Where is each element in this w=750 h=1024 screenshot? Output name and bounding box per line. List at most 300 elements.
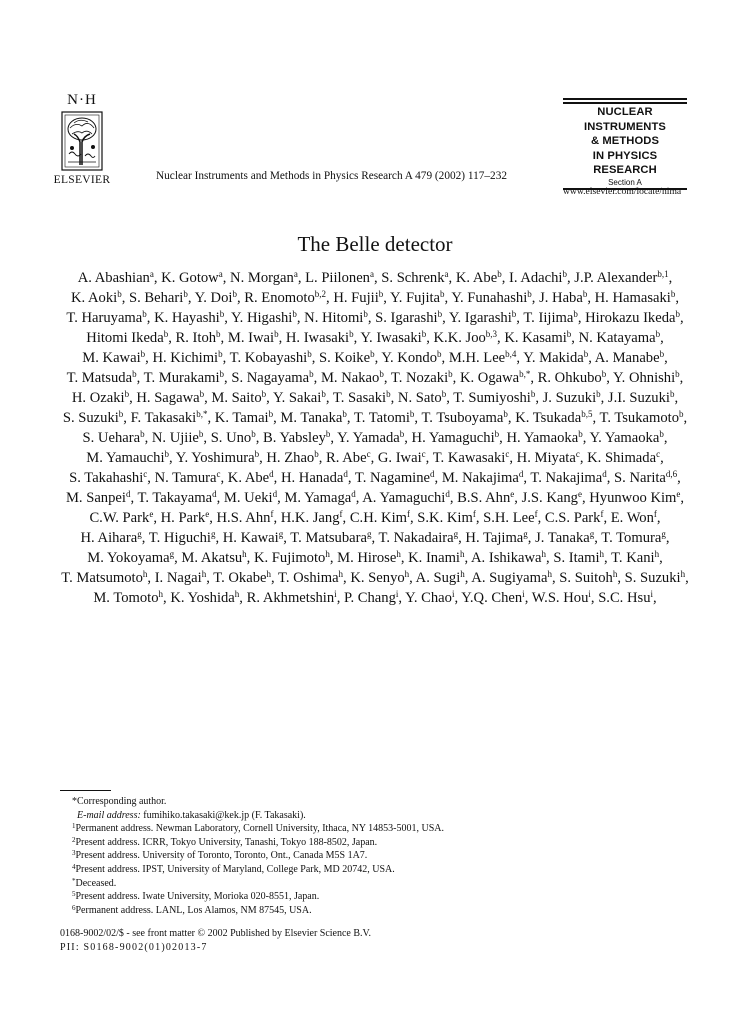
author-affiliation-mark: b bbox=[292, 309, 297, 319]
author-name-text: T. Tsuboyama bbox=[421, 410, 504, 426]
author-name bbox=[579, 330, 661, 346]
author-name bbox=[613, 370, 680, 386]
journal-logo-top-rule bbox=[563, 98, 687, 100]
author-affiliation-mark: b bbox=[659, 429, 664, 439]
author-name-text: C.H. Kim bbox=[349, 510, 407, 526]
author-name-text: S. Suitoh bbox=[559, 570, 613, 586]
author-name-text: K. Ogawa bbox=[459, 370, 520, 386]
author-affiliation-mark: b bbox=[142, 309, 147, 319]
author-name bbox=[230, 270, 298, 286]
author-affiliation-mark: b,4 bbox=[505, 349, 517, 359]
author-name bbox=[230, 350, 312, 366]
author-name-text: Y. Funahashi bbox=[451, 290, 528, 306]
author-name-text: H. Zhao bbox=[266, 450, 315, 466]
author-list: A. Abashian$^a$, K. Gotow$^a$, N. Morgan$^a$, L. Piilonen$^a$, S. Schrenk$^a$, K. Abe$^b$, I. Adachi$^b$, J.P. Alexander$^{b,1}$, K. Aoki$^b$, S. Behari$^b$, Y. Doi$^b$, R. Enomoto$^{b,2}$, H. Fujii$^b$, Y. Fujita$^b$, Y. Funahashi$^b$, J. Haba$^b$, H. Hamasaki$^b$, T. Haruyama$^b$, K. Hayashi$^b$, Y. Higashi$^b$, N. Hitomi$^b$, S. Igarashi$^b$, Y. Igarashi$^b$, T. Iijima$^b$, Hirokazu Ikeda$^b$, Hitomi Ikeda$^b$, R. Itoh$^b$, M. Iwai$^b$, H. Iwasaki$^b$, Y. Iwasaki$^b$, K.K. Joo$^{b,3}$, K. Kasami$^b$, N. Katayama$^b$, M. Kawai$^b$, H. Kichimi$^b$, T. Kobayashi$^b$, S. Koike$^b$, Y. Kondo$^b$, M.H. Lee$^{b,4}$, Y. Makida$^b$, A. Manabe$^b$, T. Matsuda$^b$, T. Murakami$^b$, S. Nagayama$^b$, M. Nakao$^b$, T. Nozaki$^b$, K. Ogawa$^{b,*}$, R. Ohkubo$^b$, Y. Ohnishi$^b$, H. Ozaki$^b$, H. Sagawa$^b$, M. Saito$^b$, Y. Sakai$^b$, T. Sasaki$^b$, N. Sato$^b$, T. Sumiyoshi$^b$, J. Suzuki$^b$, J.I. Suzuki$^b$, S. Suzuki$^b$, F. Takasaki$^{b,*}$, K. Tamai$^b$, M. Tanaka$^b$, T. Tatomi$^b$, T. Tsuboyama$^b$, K. Tsukada$^{b,5}$, T. Tsukamoto$^b$, S. Uehara$^b$, N. Ujiie$^b$, S. Uno$^b$, B. Yabsley$^b$, Y. Yamada$^b$, H. Yamaguchi$^b$, H. Yamaoka$^b$, Y. Yamaoka$^b$, M. Yamauchi$^b$, Y. Yoshimura$^b$, H. Zhao$^b$, R. Abe$^c$, G. Iwai$^c$, T. Kawasaki$^c$, H. Miyata$^c$, K. Shimada$^c$, S. Takahashi$^c$, N. Tamura$^c$, K. Abe$^d$, H. Hanada$^d$, T. Nagamine$^d$, M. Nakajima$^d$, T. Nakajima$^d$, S. Narita$^{d,6}$, M. Sanpei$^d$, T. Takayama$^d$, M. Ueki$^d$, M. Yamaga$^d$, A. Yamaguchi$^d$, B.S. Ahn$^e$, J.S. Kang$^e$, Hyunwoo Kim$^e$, C.W. Park$^e$, H. Park$^e$, H.S. Ahn$^f$, H.K. Jang$^f$, C.H. Kim$^f$, S.K. Kim$^f$, S.H. Lee$^f$, C.S. Park$^f$, E. Won$^f$, H. Aihara$^g$, T. Higuchi$^g$, H. Kawai$^g$, T. Matsubara$^g$, T. Nakadaira$^g$, H. Tajima$^g$, J. Tanaka$^g$, T. Tomura$^g$, M. Yokoyama$^g$, M. Akatsu$^h$, K. Fujimoto$^h$, M. Hirose$^h$, K. Inami$^h$, A. Ishikawa$^h$, S. Itami$^h$, T. Kani$^h$, T. Matsumoto$^h$, I. Nagai$^h$, T. Okabe$^h$, T. Oshima$^h$, K. Senyo$^h$, A. Sugi$^h$, A. Sugiyama$^h$, S. Suitoh$^h$, S. Suzuki$^h$, M. Tomoto$^h$, K. Yoshida$^h$, R. Akhmetshin$^i$, P. Chang$^i$, Y. Chao$^i$, Y.Q. Chen$^i$, W.S. Hou$^i$, S.C. Hsu$^i$, bbox=[61, 269, 689, 606]
author-name bbox=[442, 470, 524, 486]
author-affiliation-mark: b bbox=[342, 409, 347, 419]
author-name-text: T. Higuchi bbox=[148, 530, 211, 546]
author-name-text: T. Kani bbox=[611, 550, 655, 566]
author-name bbox=[155, 570, 207, 586]
author-name bbox=[449, 350, 517, 366]
author-name-text: Y. Yoshimura bbox=[175, 450, 255, 466]
author-name bbox=[93, 590, 163, 606]
author-name-text: M. Yamaga bbox=[284, 490, 352, 506]
author-name-text: I. Adachi bbox=[508, 270, 563, 286]
author-name-text: W.S. Hou bbox=[531, 590, 589, 606]
author-affiliation-mark: d bbox=[430, 469, 435, 479]
author-name bbox=[273, 390, 326, 406]
author-name bbox=[530, 470, 606, 486]
author-name-text: F. Takasaki bbox=[130, 410, 197, 426]
journal-logo-line-4: IN PHYSICS bbox=[592, 149, 658, 162]
author-name-text: A. Manabe bbox=[594, 350, 660, 366]
author-name-text: Y. Iwasaki bbox=[360, 330, 422, 346]
author-name bbox=[381, 270, 448, 286]
author-name bbox=[305, 270, 374, 286]
author-affiliation-mark: d bbox=[272, 489, 278, 499]
author-name bbox=[71, 290, 122, 306]
footnote-mark: 3 bbox=[72, 849, 76, 858]
author-affiliation-mark: h bbox=[541, 549, 547, 559]
author-affiliation-mark: h bbox=[547, 569, 552, 579]
author-name bbox=[215, 410, 273, 426]
author-name bbox=[72, 390, 129, 406]
author-name bbox=[144, 370, 224, 386]
author-name-text: M. Hirose bbox=[337, 550, 397, 566]
author-name bbox=[224, 490, 277, 506]
journal-logo-line-2: INSTRUMENTS bbox=[584, 120, 666, 133]
author-name bbox=[344, 590, 398, 606]
author-affiliation-mark: g bbox=[278, 529, 284, 539]
footnote-text: Present address. ICRR, Tokyo University, Tanashi, Tokyo 188-8502, Japan. bbox=[75, 836, 378, 848]
author-affiliation-mark: a bbox=[293, 269, 298, 279]
author-name bbox=[304, 310, 368, 326]
author-name bbox=[398, 390, 446, 406]
footnote-item bbox=[64, 863, 664, 877]
author-name bbox=[412, 430, 500, 446]
author-name bbox=[543, 390, 601, 406]
author-name bbox=[405, 590, 454, 606]
author-affiliation-mark: i bbox=[588, 589, 591, 599]
author-name bbox=[509, 270, 567, 286]
author-name-text: S. Uehara bbox=[82, 430, 141, 446]
author-name-text: T. Murakami bbox=[143, 370, 220, 386]
author-name-text: Y.Q. Chen bbox=[461, 590, 523, 606]
author-name-text: K. Hayashi bbox=[154, 310, 220, 326]
author-name-text: N. Katayama bbox=[578, 330, 656, 346]
author-name bbox=[176, 450, 259, 466]
author-affiliation-mark: h bbox=[234, 589, 240, 599]
author-affiliation-mark: e bbox=[510, 489, 515, 499]
logo-publisher-name: ELSEVIER bbox=[53, 174, 111, 186]
author-affiliation-mark: b bbox=[675, 369, 680, 379]
author-name-text: K. Aoki bbox=[70, 290, 118, 306]
author-name bbox=[449, 310, 516, 326]
author-affiliation-mark: b bbox=[386, 389, 391, 399]
author-affiliation-mark: h bbox=[460, 569, 465, 579]
author-name bbox=[453, 390, 535, 406]
author-name-text: K. Abe bbox=[227, 470, 270, 486]
author-affiliation-mark: c bbox=[421, 449, 426, 459]
author-affiliation-mark: c bbox=[216, 469, 221, 479]
author-name bbox=[595, 350, 664, 366]
journal-logo-line-1: NUCLEAR bbox=[597, 106, 653, 118]
author-affiliation-mark: e bbox=[205, 509, 210, 519]
email-label: E-mail address: bbox=[77, 809, 141, 821]
footnote-mark: 5 bbox=[72, 890, 76, 899]
publisher-logo bbox=[44, 92, 120, 186]
author-affiliation-mark: b bbox=[527, 289, 532, 299]
footnote-mark: 6 bbox=[72, 903, 76, 912]
journal-logo-top-rule-2 bbox=[563, 102, 687, 104]
author-name-text: T. Takayama bbox=[137, 490, 213, 506]
author-name bbox=[504, 330, 571, 346]
author-name-text: N. Ujiie bbox=[151, 430, 199, 446]
author-name-text: R. Akhmetshin bbox=[246, 590, 335, 606]
author-affiliation-mark: h bbox=[404, 569, 410, 579]
author-name-text: M. Nakao bbox=[320, 370, 380, 386]
author-affiliation-mark: b bbox=[370, 349, 375, 359]
author-name bbox=[337, 550, 401, 566]
author-name-text: Y. Sakai bbox=[272, 390, 322, 406]
author-name-text: K. Abe bbox=[455, 270, 498, 286]
author-name bbox=[360, 330, 426, 346]
elsevier-tree-icon bbox=[60, 110, 104, 172]
footnote-item bbox=[64, 877, 664, 891]
footnote-mark: 2 bbox=[72, 835, 76, 844]
footnote-text: Present address. University of Toronto, Toronto, Ont., Canada M5S 1A7. bbox=[75, 850, 368, 862]
author-affiliation-mark: b bbox=[601, 369, 607, 379]
author-affiliation-mark: h bbox=[242, 549, 247, 559]
author-name bbox=[66, 490, 131, 506]
author-name bbox=[131, 410, 208, 426]
author-affiliation-mark: f bbox=[653, 509, 657, 519]
author-name-text: A. Sugiyama bbox=[471, 570, 548, 586]
author-name-text: T. Kawasaki bbox=[432, 450, 506, 466]
author-name bbox=[154, 310, 224, 326]
author-affiliation-mark: b bbox=[409, 409, 415, 419]
journal-logo-box bbox=[563, 98, 687, 192]
author-name-text: J. Haba bbox=[539, 290, 583, 306]
author-name bbox=[63, 410, 123, 426]
author-name bbox=[532, 590, 591, 606]
author-affiliation-mark: b bbox=[219, 369, 225, 379]
author-name bbox=[523, 310, 577, 326]
author-name bbox=[354, 410, 415, 426]
author-affiliation-mark: b,2 bbox=[314, 289, 327, 299]
author-name-text: Y. Yamaoka bbox=[589, 430, 660, 446]
email-address[interactable]: fumihiko.takasaki@kek.jp (F. Takasaki). bbox=[140, 809, 306, 821]
author-name bbox=[461, 590, 524, 606]
author-affiliation-mark: g bbox=[453, 529, 459, 539]
author-name-text: Y. Makida bbox=[523, 350, 584, 366]
footnotes bbox=[64, 795, 664, 917]
author-affiliation-mark: d bbox=[125, 489, 131, 499]
author-affiliation-mark: b bbox=[583, 349, 589, 359]
author-name-text: H. Miyata bbox=[516, 450, 576, 466]
author-name bbox=[545, 510, 604, 526]
journal-logo-line-3: & METHODS bbox=[590, 135, 660, 148]
author-name-text: N. Sato bbox=[397, 390, 442, 406]
author-affiliation-mark: c bbox=[143, 469, 148, 479]
footnote-text: Permanent address. Newman Laboratory, Cornell University, Ithaca, NY 14853-5001, USA. bbox=[75, 823, 445, 835]
author-affiliation-mark: g bbox=[366, 529, 372, 539]
author-name-text: Hirokazu Ikeda bbox=[585, 310, 676, 326]
author-name-text: Y. Doi bbox=[194, 290, 233, 306]
author-affiliation-mark: b bbox=[118, 409, 124, 419]
author-affiliation-mark: h bbox=[201, 569, 207, 579]
author-affiliation-mark: h bbox=[680, 569, 686, 579]
author-name-text: M. Iwai bbox=[227, 330, 275, 346]
author-name bbox=[456, 270, 502, 286]
author-name-text: B. Yabsley bbox=[263, 430, 326, 446]
author-name bbox=[254, 550, 330, 566]
author-name bbox=[595, 290, 676, 306]
footnote-email bbox=[64, 809, 664, 823]
author-name bbox=[362, 490, 450, 506]
author-name bbox=[152, 430, 204, 446]
author-name-text: T. Nozaki bbox=[390, 370, 449, 386]
author-affiliation-mark: c bbox=[366, 449, 371, 459]
author-name bbox=[161, 510, 210, 526]
author-name-text: Y. Fujita bbox=[390, 290, 441, 306]
author-name bbox=[522, 490, 582, 506]
author-affiliation-mark: b bbox=[261, 389, 267, 399]
author-affiliation-mark: g bbox=[169, 549, 175, 559]
author-name-text: H. Tajima bbox=[465, 530, 524, 546]
author-name-text: S. Koike bbox=[319, 350, 371, 366]
author-affiliation-mark: a bbox=[369, 269, 374, 279]
author-affiliation-mark: b,3 bbox=[485, 329, 498, 339]
author-name-text: H. Hanada bbox=[280, 470, 344, 486]
author-name-text: H. Park bbox=[160, 510, 206, 526]
author-affiliation-mark: d,6 bbox=[665, 469, 678, 479]
author-affiliation-mark: b,5 bbox=[581, 409, 593, 419]
footnote-mark: 1 bbox=[72, 822, 76, 831]
author-name bbox=[321, 370, 384, 386]
author-name-text: H. Kichimi bbox=[152, 350, 219, 366]
author-name-text: P. Chang bbox=[343, 590, 396, 606]
author-affiliation-mark: b bbox=[309, 369, 314, 379]
author-name bbox=[523, 350, 588, 366]
author-affiliation-mark: b bbox=[503, 409, 508, 419]
author-affiliation-mark: b bbox=[254, 449, 260, 459]
author-name bbox=[601, 530, 666, 546]
author-name-text: A. Abashian bbox=[77, 270, 150, 286]
author-name-text: T. Tatomi bbox=[353, 410, 410, 426]
author-name bbox=[281, 510, 343, 526]
author-name-text: Y. Chao bbox=[405, 590, 452, 606]
author-name-text: S. Uno bbox=[210, 430, 252, 446]
footnote-rule bbox=[60, 790, 111, 791]
author-name bbox=[66, 310, 146, 326]
author-affiliation-mark: f bbox=[406, 509, 410, 519]
author-name bbox=[82, 350, 145, 366]
author-name bbox=[217, 510, 274, 526]
author-name-text: S. Nagayama bbox=[231, 370, 310, 386]
author-affiliation-mark: b bbox=[441, 389, 447, 399]
author-name-text: H.K. Jang bbox=[280, 510, 340, 526]
author-name bbox=[375, 310, 442, 326]
author-name-text: A. Ishikawa bbox=[471, 550, 542, 566]
author-name bbox=[451, 290, 531, 306]
author-name bbox=[599, 410, 683, 426]
footnote-text: Deceased. bbox=[75, 877, 117, 889]
author-affiliation-mark: h bbox=[654, 549, 660, 559]
author-affiliation-mark: b bbox=[140, 429, 145, 439]
author-affiliation-mark: b bbox=[399, 429, 405, 439]
author-affiliation-mark: b bbox=[562, 269, 567, 279]
author-name-text: T. Sasaki bbox=[332, 390, 387, 406]
author-name bbox=[598, 590, 653, 606]
author-name bbox=[89, 510, 153, 526]
author-affiliation-mark: f bbox=[600, 509, 604, 519]
author-name bbox=[465, 530, 527, 546]
author-name bbox=[83, 430, 145, 446]
author-name-text: M. Yokoyama bbox=[87, 550, 170, 566]
author-affiliation-mark: g bbox=[661, 529, 666, 539]
author-affiliation-mark: c bbox=[575, 449, 580, 459]
author-affiliation-mark: b bbox=[379, 369, 384, 379]
author-affiliation-mark: b bbox=[314, 449, 319, 459]
author-affiliation-mark: h bbox=[599, 549, 605, 559]
author-name-text: R. Abe bbox=[326, 450, 367, 466]
author-name-text: H. Hamasaki bbox=[594, 290, 671, 306]
author-name bbox=[211, 430, 256, 446]
author-name bbox=[391, 370, 453, 386]
author-name bbox=[263, 430, 330, 446]
author-name-text: M. Ueki bbox=[223, 490, 273, 506]
author-name-text: H. Iwasaki bbox=[285, 330, 350, 346]
author-affiliation-mark: h bbox=[142, 569, 148, 579]
author-name-text: T. Tsukamoto bbox=[599, 410, 679, 426]
copyright-line: 0168-9002/02/$ - see front matter © 2002 Published by Elsevier Science B.V. bbox=[60, 928, 371, 939]
author-name-text: N. Tamura bbox=[154, 470, 217, 486]
author-affiliation-mark: f bbox=[534, 509, 538, 519]
author-name bbox=[87, 550, 174, 566]
author-name bbox=[67, 370, 137, 386]
footnote-mark: 4 bbox=[72, 862, 76, 871]
author-name-text: S. Suzuki bbox=[62, 410, 119, 426]
author-affiliation-mark: b bbox=[530, 389, 536, 399]
author-name-text: Y. Kondo bbox=[381, 350, 438, 366]
author-name-text: H.S. Ahn bbox=[216, 510, 271, 526]
author-name bbox=[136, 390, 204, 406]
author-name bbox=[608, 390, 675, 406]
author-affiliation-mark: b bbox=[198, 429, 204, 439]
author-affiliation-mark: b bbox=[274, 329, 279, 339]
author-name bbox=[611, 550, 659, 566]
author-name-text: T. Kobayashi bbox=[229, 350, 308, 366]
author-name bbox=[326, 450, 371, 466]
author-affiliation-mark: d bbox=[212, 489, 217, 499]
journal-url[interactable]: www.elsevier.com/locate/nima bbox=[563, 186, 682, 197]
author-name-text: T. Haruyama bbox=[66, 310, 143, 326]
author-name-text: Y. Ohnishi bbox=[612, 370, 676, 386]
author-affiliation-mark: a bbox=[444, 269, 449, 279]
author-name-text: H. Fujii bbox=[333, 290, 379, 306]
author-name-text: T. Matsubara bbox=[290, 530, 367, 546]
author-name bbox=[170, 590, 239, 606]
author-name-text: M. Saito bbox=[211, 390, 262, 406]
author-name-text: S. Takahashi bbox=[69, 470, 144, 486]
author-affiliation-mark: d bbox=[269, 469, 274, 479]
author-name-text: M. Akatsu bbox=[181, 550, 243, 566]
author-name bbox=[286, 330, 354, 346]
author-name bbox=[61, 570, 147, 586]
author-name-text: Y. Igarashi bbox=[448, 310, 512, 326]
footnote-corresponding: *Corresponding author. bbox=[72, 796, 167, 807]
author-name bbox=[589, 490, 680, 506]
author-name-text: T. Nagamine bbox=[354, 470, 431, 486]
author-affiliation-mark: b bbox=[669, 389, 675, 399]
author-name bbox=[247, 590, 337, 606]
author-name-text: K. Yoshida bbox=[170, 590, 235, 606]
author-name bbox=[611, 510, 657, 526]
author-name-text: I. Nagai bbox=[154, 570, 202, 586]
author-name bbox=[538, 370, 607, 386]
author-affiliation-mark: d bbox=[602, 469, 607, 479]
author-name bbox=[213, 570, 271, 586]
author-name-text: S. Schrenk bbox=[381, 270, 445, 286]
author-name bbox=[457, 490, 514, 506]
author-name-text: M. Tanaka bbox=[280, 410, 343, 426]
author-affiliation-mark: b bbox=[679, 409, 684, 419]
footnote-mark: * bbox=[72, 876, 76, 885]
author-name-text: J.I. Suzuki bbox=[607, 390, 670, 406]
author-affiliation-mark: b bbox=[448, 369, 453, 379]
author-name-text: T. Tomura bbox=[601, 530, 662, 546]
author-name bbox=[379, 530, 459, 546]
author-name bbox=[228, 330, 279, 346]
author-name bbox=[290, 530, 371, 546]
author-name-text: Y. Yamada bbox=[337, 430, 400, 446]
author-name-text: R. Enomoto bbox=[244, 290, 315, 306]
author-affiliation-mark: a bbox=[218, 269, 223, 279]
footnote-text: Present address. IPST, University of Maryland, College Park, MD 20742, USA. bbox=[75, 863, 395, 875]
author-name bbox=[553, 550, 604, 566]
author-name bbox=[86, 450, 169, 466]
author-affiliation-mark: b bbox=[325, 429, 331, 439]
author-affiliation-mark: b,* bbox=[519, 369, 531, 379]
author-name-text: T. Nakadaira bbox=[378, 530, 454, 546]
author-name-text: S.C. Hsu bbox=[598, 590, 651, 606]
author-name-text: M. Nakajima bbox=[441, 470, 519, 486]
author-name bbox=[506, 430, 582, 446]
author-name-text: T. Sumiyoshi bbox=[453, 390, 531, 406]
author-name-text: C.W. Park bbox=[89, 510, 150, 526]
author-affiliation-mark: d bbox=[518, 469, 524, 479]
author-affiliation-mark: b bbox=[117, 289, 122, 299]
author-affiliation-mark: h bbox=[266, 569, 271, 579]
author-affiliation-mark: b bbox=[494, 429, 500, 439]
author-name-text: S. Suzuki bbox=[624, 570, 681, 586]
author-affiliation-mark: b bbox=[675, 309, 680, 319]
author-affiliation-mark: e bbox=[149, 509, 154, 519]
author-name bbox=[129, 290, 188, 306]
footnote-item bbox=[64, 904, 664, 918]
author-name bbox=[181, 550, 246, 566]
author-name bbox=[244, 290, 326, 306]
author-affiliation-mark: b bbox=[164, 449, 170, 459]
author-name bbox=[589, 430, 663, 446]
author-name-text: B.S. Ahn bbox=[457, 490, 511, 506]
author-name bbox=[337, 430, 404, 446]
author-name bbox=[574, 270, 668, 286]
author-name-text: R. Itoh bbox=[175, 330, 217, 346]
author-name-text: K. Senyo bbox=[350, 570, 405, 586]
author-name bbox=[483, 510, 537, 526]
